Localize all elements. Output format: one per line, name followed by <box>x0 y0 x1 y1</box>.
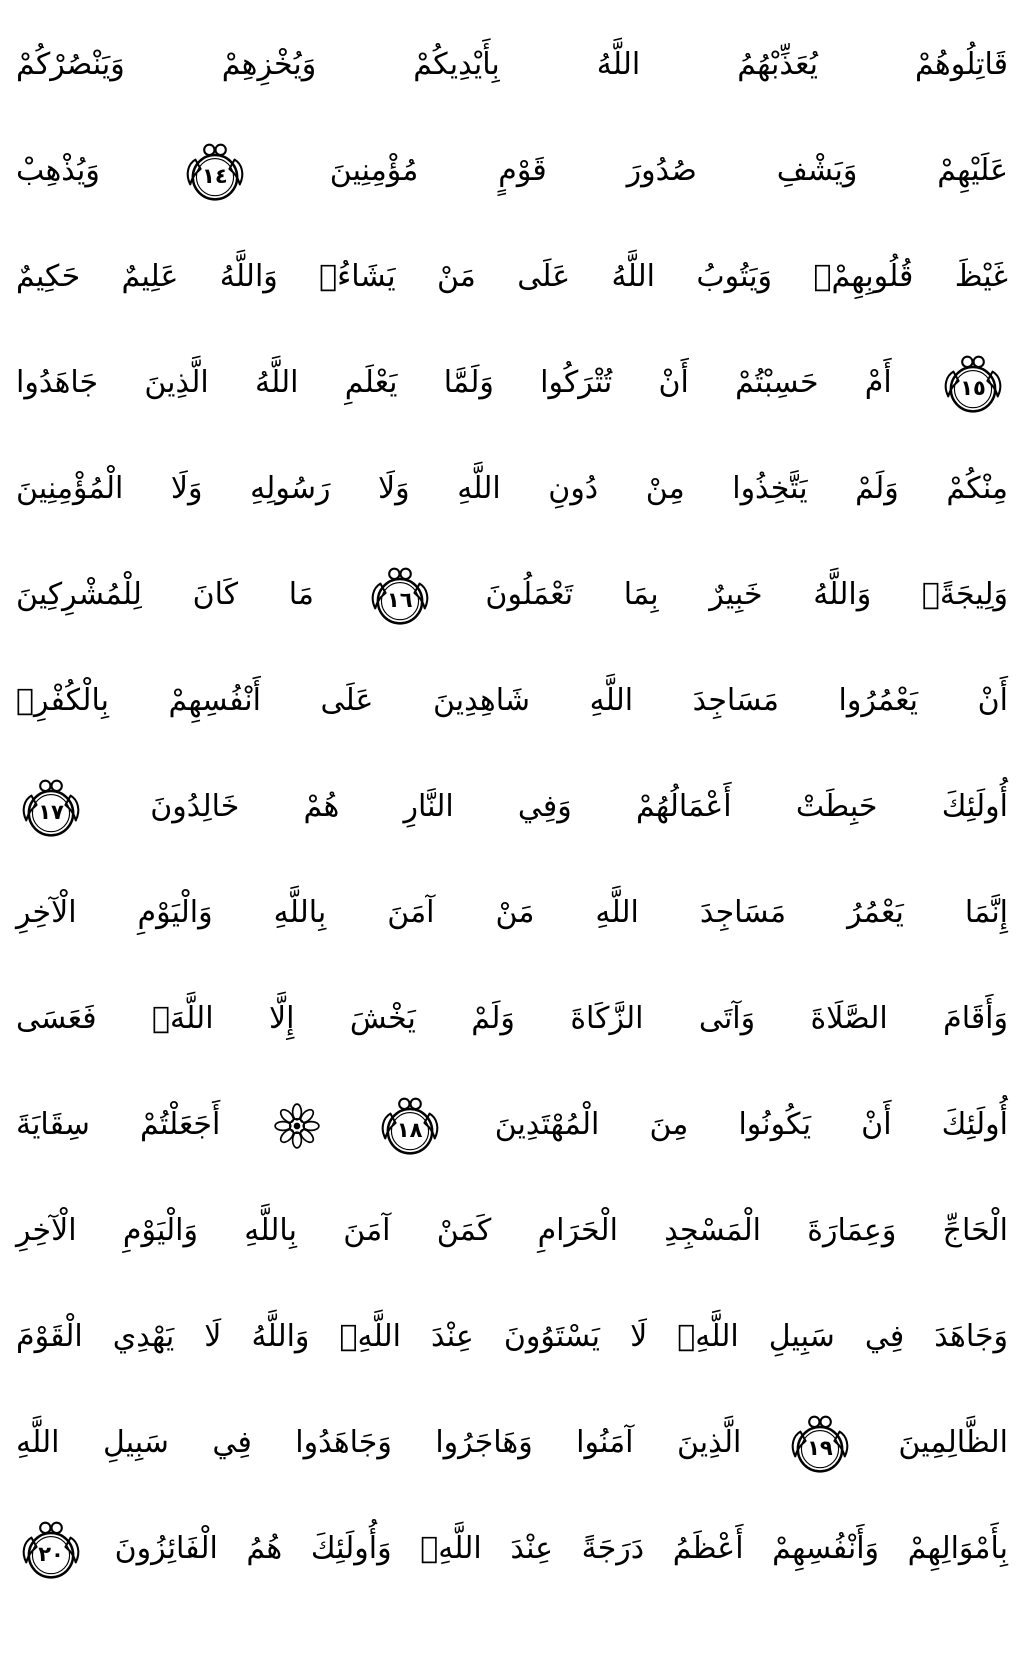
quran-line-4 <box>16 330 1008 436</box>
ayah-text: أَمْ حَسِبْتُمْ أَنْ تُتْرَكُوا وَلَمَّا يَعْلَمِ اللَّهُ الَّذِينَ جَاهَدُوا <box>16 365 892 400</box>
quran-line-1 <box>16 12 1008 118</box>
ayah-end-medallion <box>182 139 248 205</box>
ayah-text: مِنْكُمْ وَلَمْ يَتَّخِذُوا مِنْ دُونِ اللَّهِ وَلَا رَسُولِهِ وَلَا الْمُؤْمِنِينَ <box>16 471 1008 506</box>
ayah-end-medallion <box>787 1411 853 1477</box>
quran-line-12 <box>16 1178 1008 1284</box>
ayah-text: الْحَاجِّ وَعِمَارَةَ الْمَسْجِدِ الْحَرَامِ كَمَنْ آمَنَ بِاللَّهِ وَالْيَوْمِ الْآخِرِ <box>16 1213 1008 1248</box>
ayah-number: ١٩ <box>807 1436 833 1460</box>
ayah-text: وَأَقَامَ الصَّلَاةَ وَآتَى الزَّكَاةَ وَلَمْ يَخْشَ إِلَّا اللَّهَۖ فَعَسَى <box>16 1001 1008 1036</box>
quran-line-13 <box>16 1284 1008 1390</box>
ayah-number: ٢٠ <box>38 1542 64 1566</box>
ayah-number: ١٦ <box>386 588 413 612</box>
ayah-end-medallion <box>367 563 433 629</box>
ayah-text: مَا كَانَ لِلْمُشْرِكِينَ <box>16 577 314 612</box>
quran-line-5 <box>16 436 1008 542</box>
ayah-end-medallion <box>940 351 1006 417</box>
ayah-text: وَلِيجَةًۚ وَاللَّهُ خَبِيرٌ بِمَا تَعْمَلُونَ <box>485 577 1009 612</box>
ayah-text: أَجَعَلْتُمْ سِقَايَةَ <box>16 1107 221 1142</box>
quran-line-2 <box>16 118 1008 224</box>
quran-line-9 <box>16 860 1008 966</box>
ayah-text: وَجَاهَدَ فِي سَبِيلِ اللَّهِۚ لَا يَسْتَوُونَ عِنْدَ اللَّهِۗ وَاللَّهُ لَا يَهْدِي الْقَوْمَ <box>16 1319 1008 1354</box>
ayah-number: ١٤ <box>202 164 228 188</box>
ayah-text: الَّذِينَ آمَنُوا وَهَاجَرُوا وَجَاهَدُوا فِي سَبِيلِ اللَّهِ <box>16 1425 742 1460</box>
quran-line-3 <box>16 224 1008 330</box>
ayah-end-medallion <box>377 1093 443 1159</box>
rub-el-hizb-icon <box>272 1101 322 1151</box>
ayah-text: أُولَئِكَ أَنْ يَكُونُوا مِنَ الْمُهْتَدِينَ <box>494 1107 1008 1142</box>
ayah-text: إِنَّمَا يَعْمُرُ مَسَاجِدَ اللَّهِ مَنْ آمَنَ بِاللَّهِ وَالْيَوْمِ الْآخِرِ <box>16 895 1008 930</box>
ayah-end-medallion <box>18 1517 84 1583</box>
quran-line-11 <box>16 1072 1008 1178</box>
ayah-text: الظَّالِمِينَ <box>898 1425 1008 1460</box>
ayah-number: ١٥ <box>960 376 986 400</box>
quran-line-15 <box>16 1496 1008 1602</box>
ayah-text: غَيْظَ قُلُوبِهِمْۗ وَيَتُوبُ اللَّهُ عَلَى مَنْ يَشَاءُۗ وَاللَّهُ عَلِيمٌ حَكِيمٌ <box>16 259 1008 294</box>
ayah-text: أُولَئِكَ حَبِطَتْ أَعْمَالُهُمْ وَفِي النَّارِ هُمْ خَالِدُونَ <box>150 789 1008 824</box>
ayah-number: ١٧ <box>38 800 64 824</box>
ayah-text: عَلَيْهِمْ وَيَشْفِ صُدُورَ قَوْمٍ مُؤْمِنِينَ <box>329 153 1008 188</box>
quran-line-7 <box>16 648 1008 754</box>
ayah-text: بِأَمْوَالِهِمْ وَأَنْفُسِهِمْ أَعْظَمُ دَرَجَةً عِنْدَ اللَّهِۚ وَأُولَئِكَ هُمُ الْفَائِزُونَ <box>114 1531 1008 1566</box>
ayah-text: وَيُذْهِبْ <box>16 153 100 188</box>
ayah-number: ١٨ <box>396 1118 423 1142</box>
quran-line-14 <box>16 1390 1008 1496</box>
ayah-text: أَنْ يَعْمُرُوا مَسَاجِدَ اللَّهِ شَاهِدِينَ عَلَى أَنْفُسِهِمْ بِالْكُفْرِۚ <box>16 683 1008 718</box>
quran-line-10 <box>16 966 1008 1072</box>
quran-text-block <box>16 12 1008 1602</box>
quran-line-8 <box>16 754 1008 860</box>
ayah-text: قَاتِلُوهُمْ يُعَذِّبْهُمُ اللَّهُ بِأَيْدِيكُمْ وَيُخْزِهِمْ وَيَنْصُرْكُمْ <box>16 47 1008 82</box>
ayah-end-medallion <box>18 775 84 841</box>
quran-line-6 <box>16 542 1008 648</box>
